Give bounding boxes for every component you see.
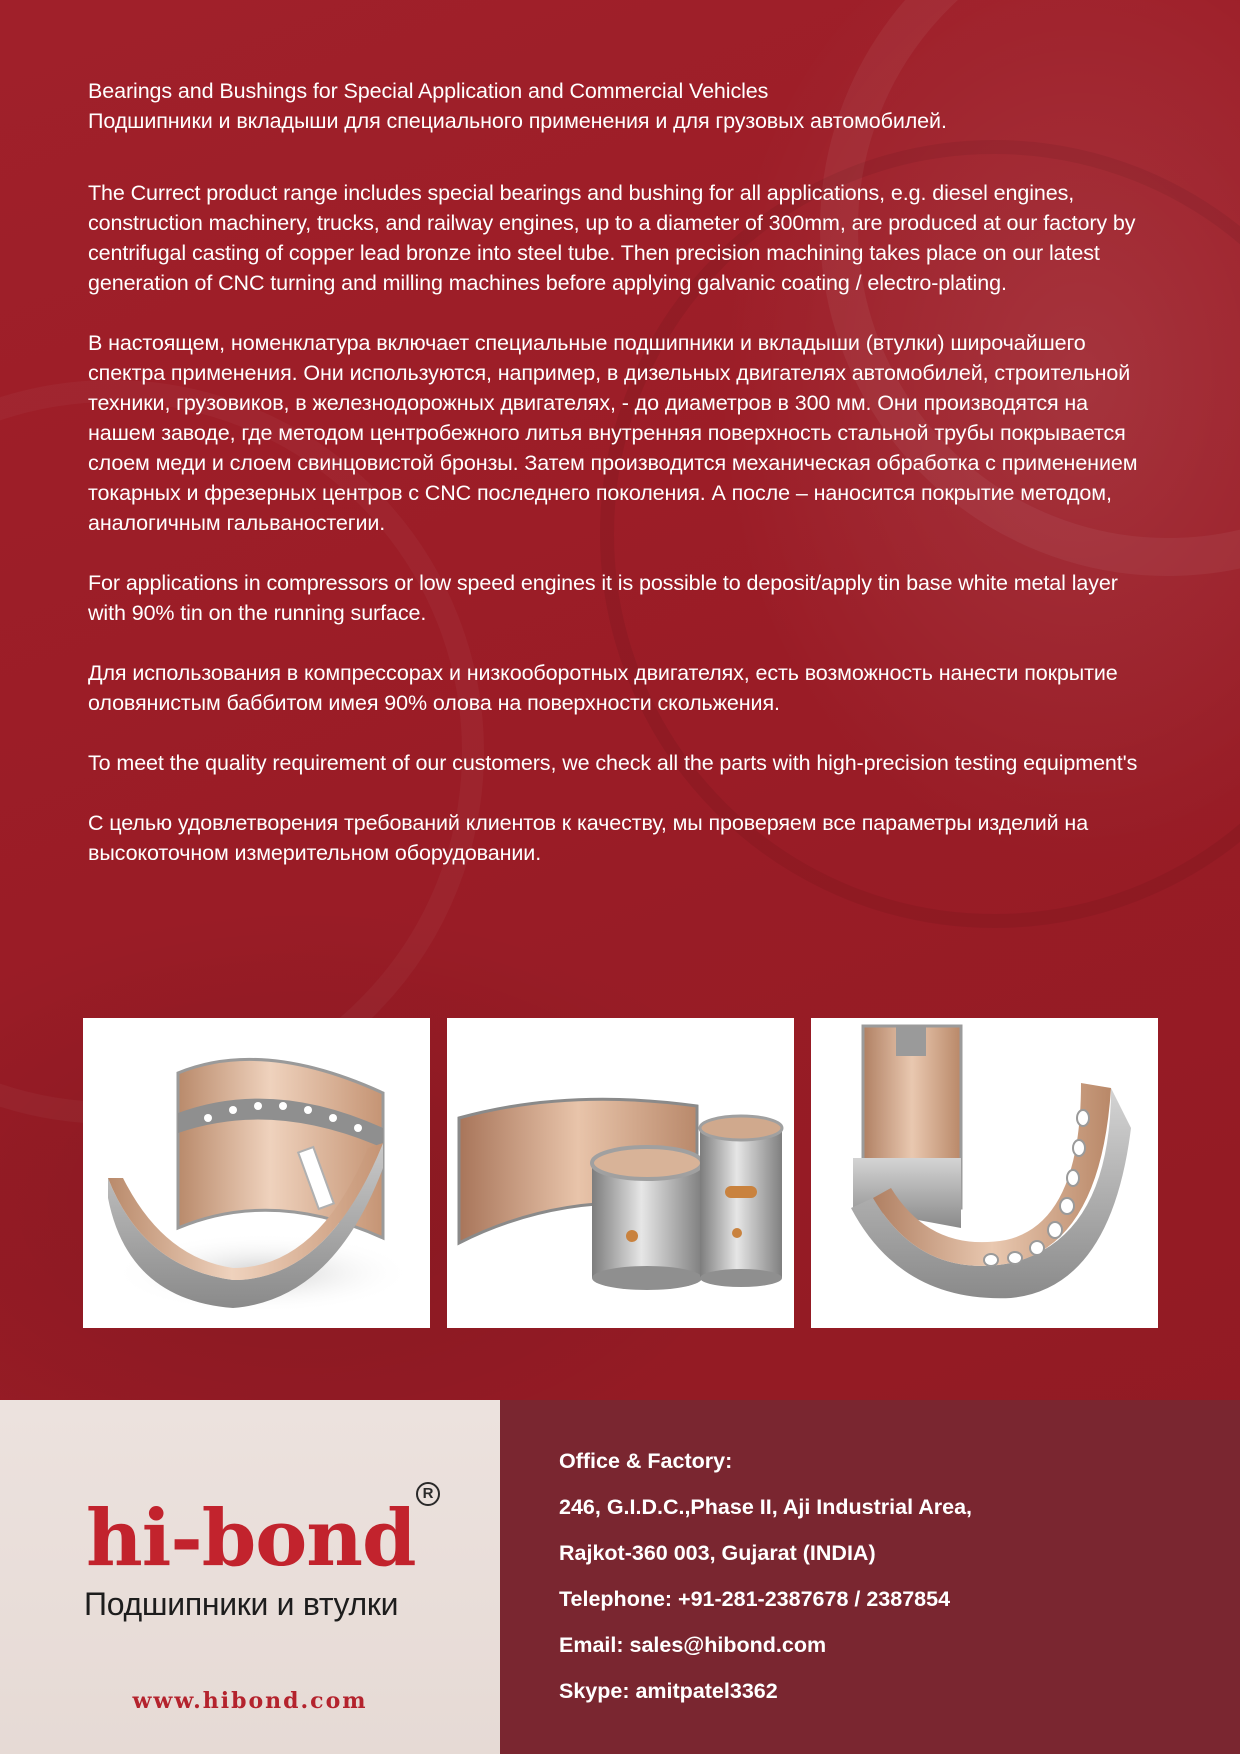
- heading-russian: Подшипники и вкладыши для специального применения и для грузовых автомобилей.: [88, 109, 947, 133]
- paragraph-2-english: For applications in compressors or low speed engines it is possible to deposit/apply tin base white metal layer with 90% tin on the running surface.: [88, 571, 1118, 625]
- text-content: [88, 76, 1158, 868]
- paragraph-3-russian: С целью удовлетворения требований клиентов к качеству, мы проверяем все параметры изделий на высокоточном измерительном оборудовании.: [88, 811, 1089, 865]
- half-bearing-illustration: [83, 1018, 430, 1328]
- contact-address-line-2: Rajkot-360 003, Gujarat (INDIA): [559, 1541, 876, 1565]
- contact-title: Office & Factory:: [559, 1449, 733, 1473]
- flanged-bearings-illustration: [811, 1018, 1158, 1328]
- spacer: [88, 628, 1158, 658]
- product-photos: [83, 1018, 1158, 1328]
- product-photo-flanged-bearings: [811, 1018, 1158, 1328]
- brand-tagline: Подшипники и втулки: [84, 1586, 399, 1622]
- product-photo-bushings: [447, 1018, 794, 1328]
- spacer: [88, 718, 1158, 748]
- heading-english: Bearings and Bushings for Special Application and Commercial Vehicles: [88, 79, 769, 103]
- contact-telephone: Telephone: +91-281-2387678 / 2387854: [559, 1587, 951, 1611]
- spacer: [88, 298, 1158, 328]
- spacer: [88, 136, 1158, 178]
- paragraph-1-russian: В настоящем, номенклатура включает специальные подшипники и вкладыши (втулки) широчайшего спектра применения. Они используются, например, в дизельных двигателях автомобилей, строительной техники, грузовиков, в железнодорожных двигателях, - до диаметров в 300 мм. Они производятся на нашем заводе, где методом центробежного литья внутренняя поверхность стальной трубы покрывается слоем меди и слоем свинцовистой бронзы. Затем производится механическая обработка с применением токарных и фрезерных центров с CNC последнего поколения. А после – наносится покрытие методом, аналогичным гальваностегии.: [88, 331, 1138, 535]
- contact-info: [559, 1446, 972, 1722]
- paragraph-1-english: The Currect product range includes special bearings and bushing for all applications, e.g. diesel engines, construction machinery, trucks, and railway engines, up to a diameter of 300mm, are produced at our factory by centrifugal casting of copper lead bronze into steel tube. Then precision machining takes place on our latest generation of CNC turning and milling machines before applying galvanic coating / electro-plating.: [88, 181, 1136, 295]
- contact-address-line-1: 246, G.I.D.C.,Phase II, Aji Industrial Area,: [559, 1495, 973, 1519]
- contact-email[interactable]: Email: sales@hibond.com: [559, 1633, 827, 1657]
- spacer: [88, 778, 1158, 808]
- product-photo-half-bearing: [83, 1018, 430, 1328]
- website-link[interactable]: www.hibond.com: [132, 1688, 368, 1714]
- brand-logo: hi-bond: [86, 1493, 416, 1584]
- registered-mark-icon: R: [416, 1482, 440, 1506]
- paragraph-2-russian: Для использования в компрессорах и низкооборотных двигателях, есть возможность нанести покрытие оловянистым баббитом имея 90% олова на поверхности скольжения.: [88, 661, 1118, 715]
- paragraph-3-english: To meet the quality requirement of our customers, we check all the parts with high-precision testing equipment's: [88, 751, 1138, 775]
- contact-skype: Skype: amitpatel3362: [559, 1679, 778, 1703]
- spacer: [88, 538, 1158, 568]
- bushings-illustration: [447, 1018, 794, 1328]
